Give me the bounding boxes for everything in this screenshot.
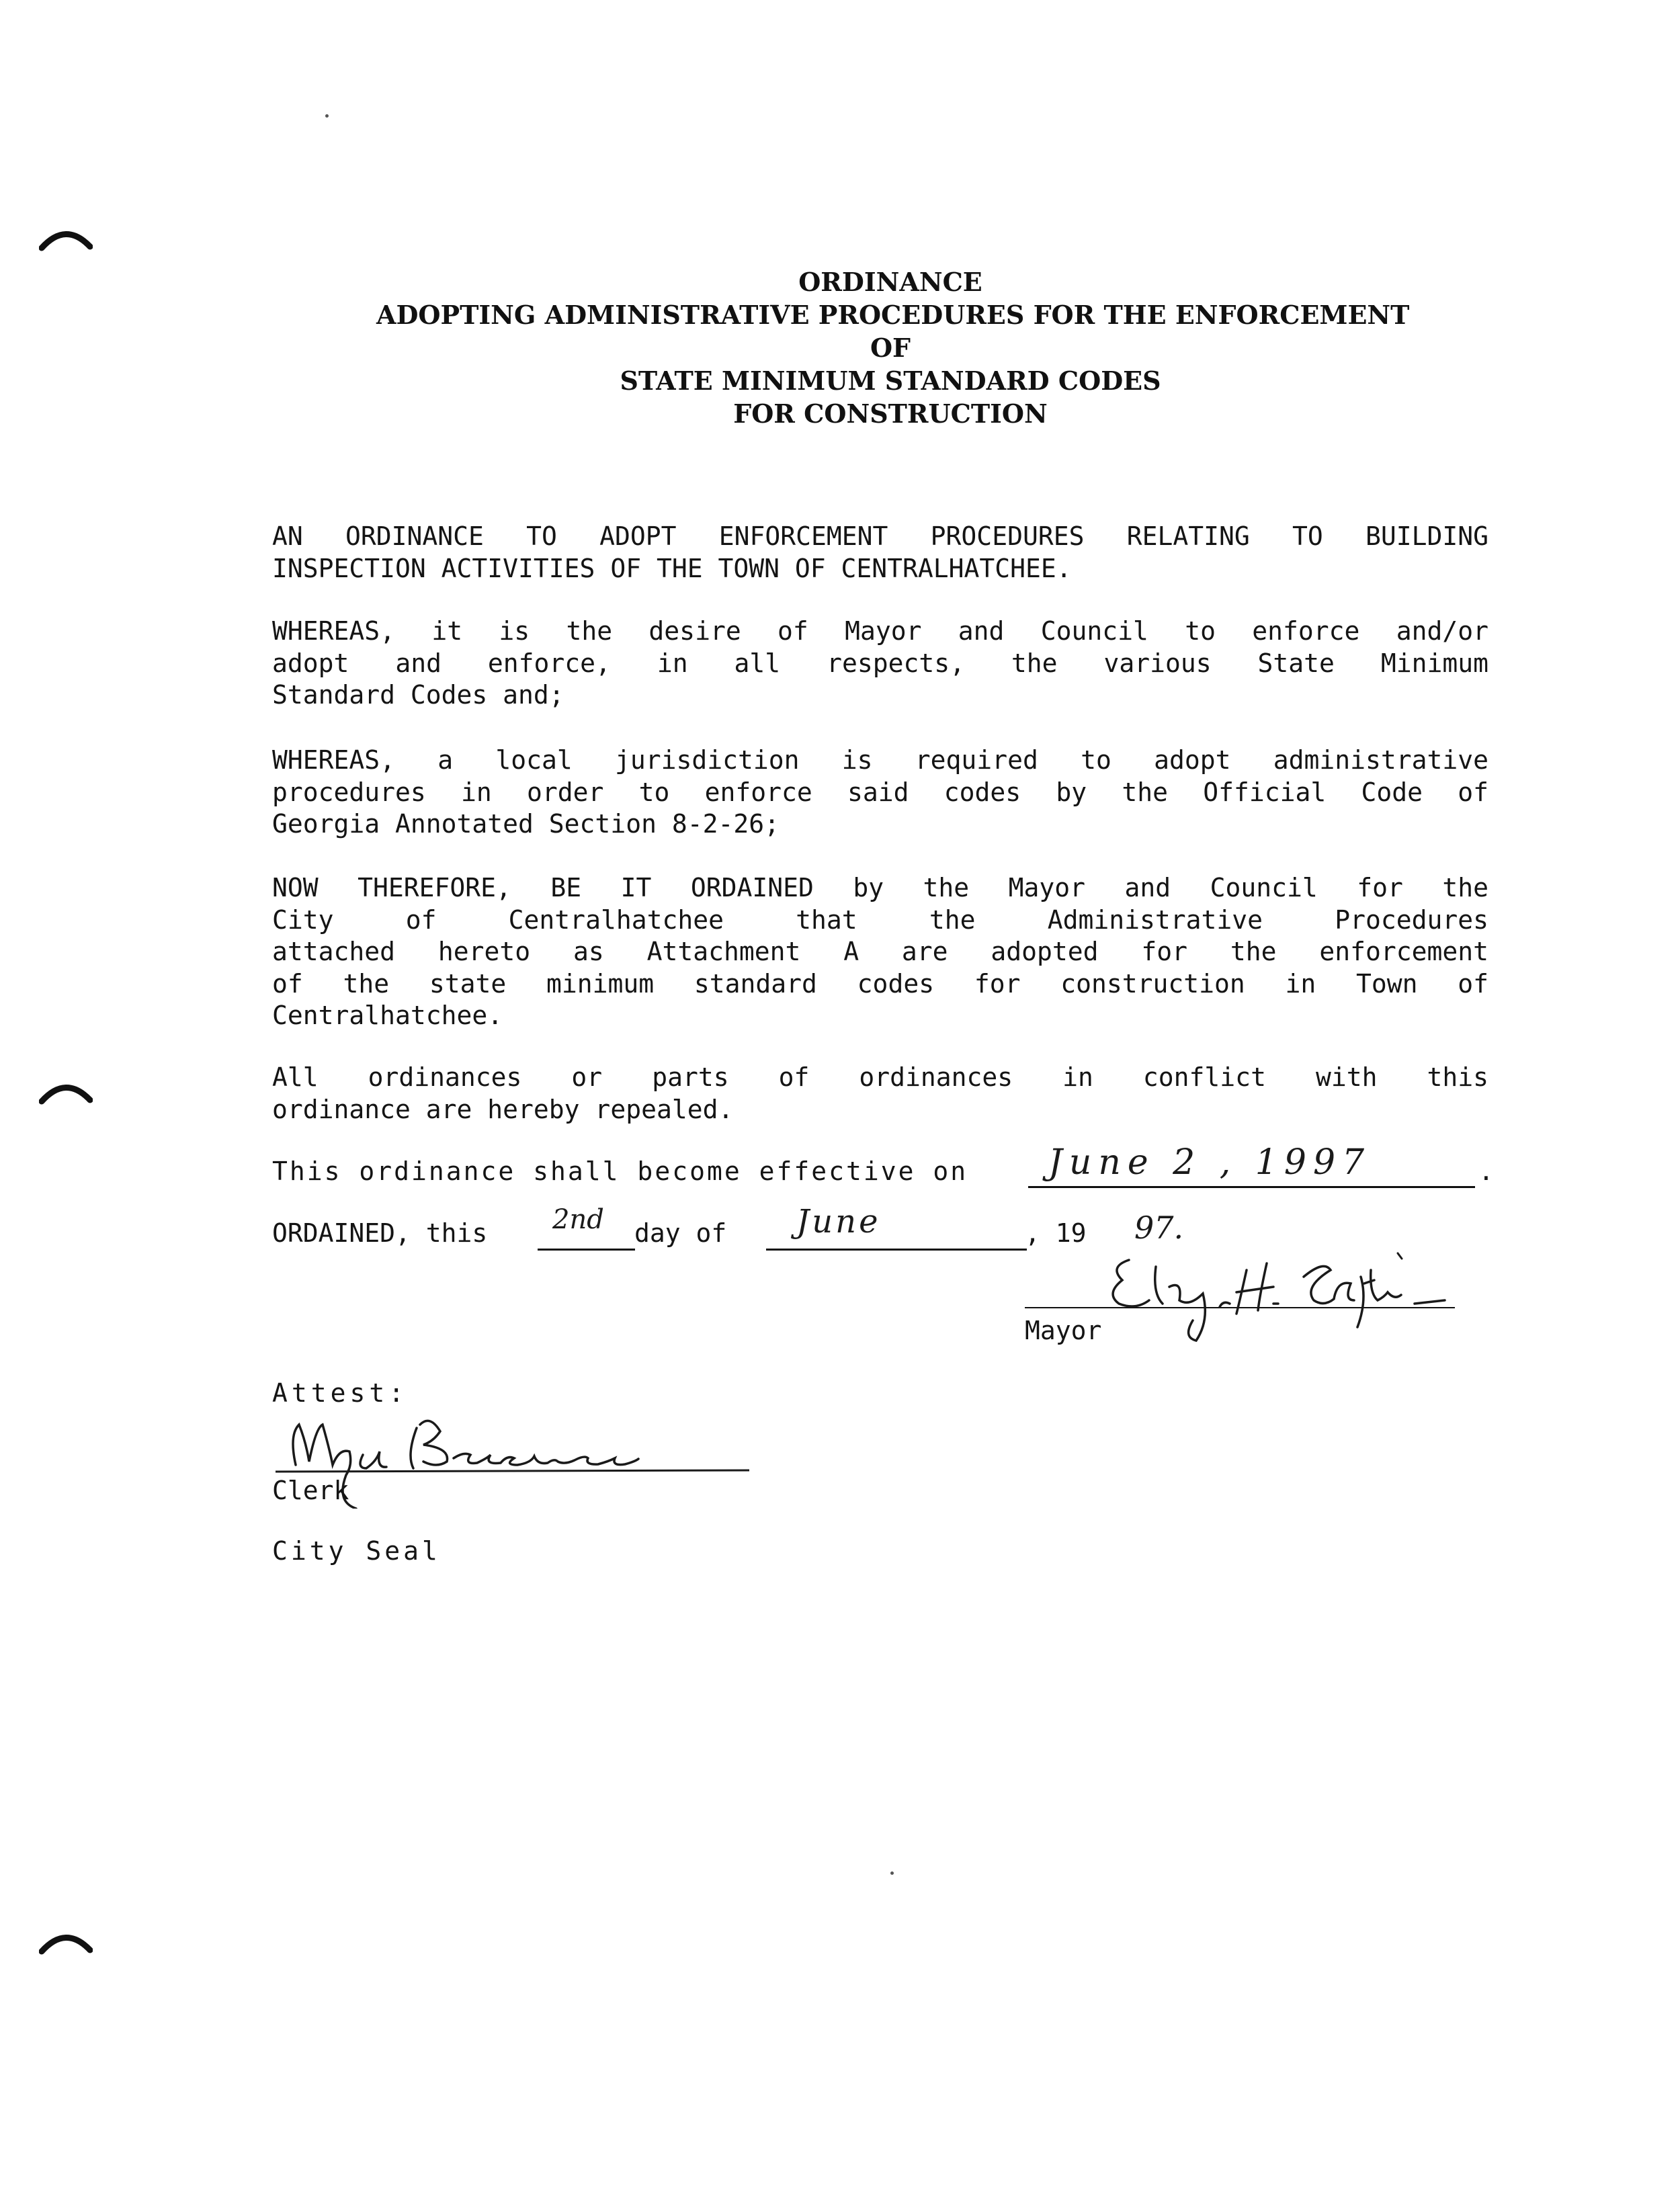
heading-line: ADOPTING ADMINISTRATIVE PROCEDURES FOR THE ENFORCEMENT: [376, 300, 1410, 330]
year-prefix: , 19: [1025, 1218, 1087, 1248]
paragraph-line: WHEREAS, a local jurisdiction is required to adopt administrative: [272, 745, 1488, 775]
city-seal-label: City Seal: [272, 1536, 441, 1566]
heading-line: FOR CONSTRUCTION: [733, 398, 1048, 429]
effective-date-handwritten: June 2 , 1997: [1048, 1142, 1372, 1183]
effective-label: This ordinance shall become effective on: [272, 1156, 968, 1186]
effective-period: .: [1478, 1156, 1494, 1186]
ordained-paragraph: [272, 872, 1488, 1032]
clerk-label: Clerk: [272, 1476, 349, 1505]
paragraph-line: NOW THEREFORE, BE IT ORDAINED by the Mayor and Council for the: [272, 873, 1488, 902]
mayor-label: Mayor: [1025, 1316, 1102, 1345]
attest-label: Attest:: [272, 1378, 409, 1408]
mayor-signature: [1102, 1240, 1452, 1347]
heading-line: ORDINANCE: [798, 267, 982, 297]
scan-speck: [325, 114, 329, 118]
paragraph-line: Standard Codes and;: [272, 680, 564, 710]
document-heading: [376, 265, 1410, 430]
paragraph-line: All ordinances or parts of ordinances in conflict with this: [272, 1062, 1488, 1092]
whereas-paragraph-1: [272, 616, 1488, 712]
day-handwritten: 2nd: [552, 1204, 604, 1235]
repeal-paragraph: [272, 1062, 1488, 1126]
year-handwritten: 97.: [1134, 1210, 1184, 1246]
paragraph-line: procedures in order to enforce said codes by the Official Code of: [272, 777, 1488, 807]
paragraph-line: Centralhatchee.: [272, 1001, 503, 1030]
paragraph-line: Georgia Annotated Section 8-2-26;: [272, 809, 780, 839]
heading-line: STATE MINIMUM STANDARD CODES: [620, 366, 1161, 396]
paragraph-line: adopt and enforce, in all respects, the various State Minimum: [272, 648, 1488, 678]
effective-date-underline: [1028, 1186, 1475, 1188]
punch-hole-mark: [39, 225, 93, 252]
day-of-label: day of: [634, 1218, 727, 1248]
paragraph-line: attached hereto as Attachment A are adopted for the enforcement: [272, 937, 1488, 966]
intro-paragraph: [272, 521, 1488, 585]
punch-hole-mark: [39, 1929, 93, 1955]
ordained-label: ORDAINED, this: [272, 1218, 488, 1248]
month-handwritten: June: [796, 1203, 881, 1240]
paragraph-line: WHEREAS, it is the desire of Mayor and Council to enforce and/or: [272, 616, 1488, 646]
day-underline: [538, 1249, 635, 1251]
scan-speck: [890, 1871, 894, 1875]
paragraph-line: ordinance are hereby repealed.: [272, 1094, 734, 1124]
paragraph-line: City of Centralhatchee that the Administrative Procedures: [272, 904, 1488, 935]
month-underline: [766, 1249, 1027, 1251]
paragraph-line: of the state minimum standard codes for construction in Town of: [272, 968, 1488, 999]
paragraph-line: INSPECTION ACTIVITIES OF THE TOWN OF CENTRALHATCHEE.: [272, 553, 1072, 583]
punch-hole-mark: [39, 1079, 93, 1105]
whereas-paragraph-2: [272, 745, 1488, 841]
paragraph-line: AN ORDINANCE TO ADOPT ENFORCEMENT PROCEDURES RELATING TO BUILDING: [272, 521, 1488, 551]
heading-line: OF: [870, 333, 911, 363]
